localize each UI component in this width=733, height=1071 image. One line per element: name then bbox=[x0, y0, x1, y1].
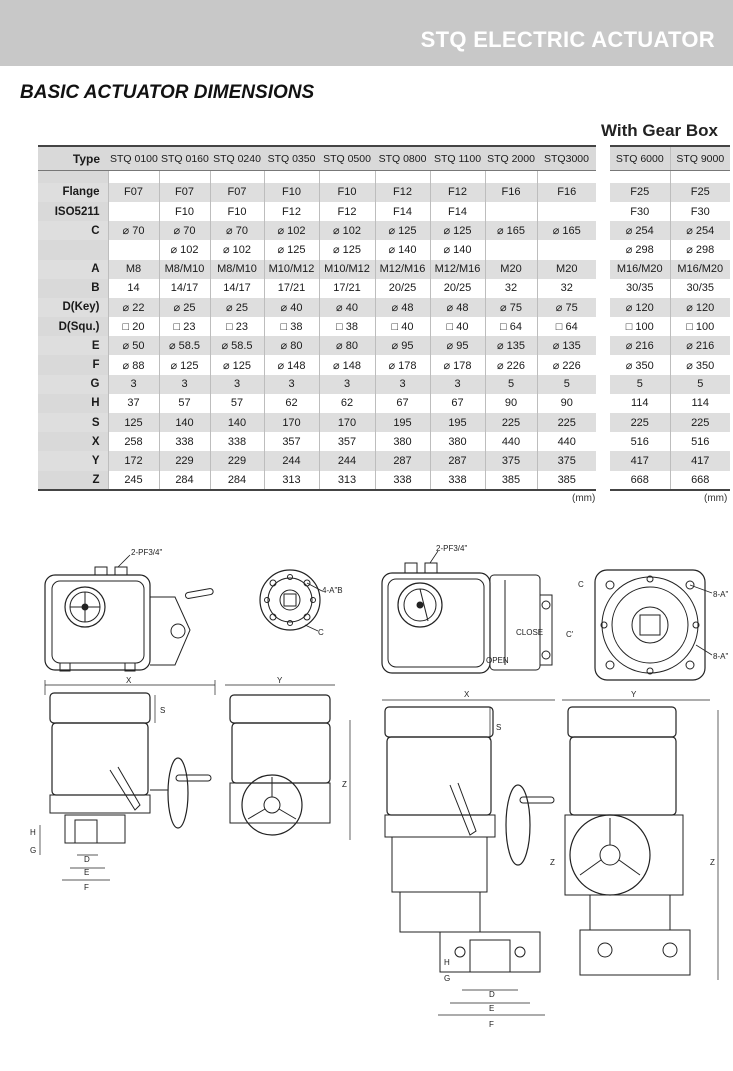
gearbox-table-cell: ⌀ 120 bbox=[610, 298, 670, 317]
table-cell: ⌀ 125 bbox=[375, 221, 430, 240]
row-label: Z bbox=[38, 471, 108, 490]
table-cell: M20 bbox=[485, 260, 537, 279]
gearbox-table-cell: M16/M20 bbox=[670, 260, 730, 279]
table-cell: 229 bbox=[210, 451, 264, 470]
row-label: D(Key) bbox=[38, 298, 108, 317]
c-label: C bbox=[318, 628, 324, 637]
gearbox-flange-view bbox=[595, 570, 712, 680]
table-cell: F12 bbox=[375, 183, 430, 202]
gearbox-table-cell: F30 bbox=[670, 202, 730, 221]
table-row bbox=[38, 432, 596, 451]
row-label: Y bbox=[38, 451, 108, 470]
row-label: D(Squ.) bbox=[38, 317, 108, 336]
table-cell: ⌀ 125 bbox=[430, 221, 485, 240]
table-row bbox=[38, 471, 596, 490]
model-header: STQ3000 bbox=[537, 146, 596, 171]
dim-s2-label: S bbox=[496, 723, 502, 732]
table-cell: M8/M10 bbox=[159, 260, 210, 279]
table-cell: 440 bbox=[485, 432, 537, 451]
table-cell: F12 bbox=[430, 183, 485, 202]
dim-d-label: D bbox=[84, 855, 90, 864]
table-cell: 14/17 bbox=[210, 279, 264, 298]
model-header: STQ 0100 bbox=[108, 146, 159, 171]
table-cell: 245 bbox=[108, 471, 159, 490]
table-cell: 172 bbox=[108, 451, 159, 470]
model-header: STQ 0500 bbox=[319, 146, 375, 171]
gearbox-table-row bbox=[610, 317, 730, 336]
row-label: S bbox=[38, 413, 108, 432]
table-cell: ⌀ 40 bbox=[264, 298, 319, 317]
section-title: BASIC ACTUATOR DIMENSIONS bbox=[20, 82, 315, 103]
table-row bbox=[38, 394, 596, 413]
table-cell: 225 bbox=[537, 413, 596, 432]
table-cell: ⌀ 70 bbox=[159, 221, 210, 240]
table-row bbox=[38, 355, 596, 374]
table-cell: ⌀ 50 bbox=[108, 336, 159, 355]
gearbox-table-cell: 5 bbox=[670, 375, 730, 394]
bolt-label-8a: 8-A" bbox=[713, 590, 729, 599]
gearbox-table-cell: 417 bbox=[670, 451, 730, 470]
dim-e-label: E bbox=[84, 868, 90, 877]
bolt-label: 4-A"B bbox=[322, 586, 343, 595]
table-cell: ⌀ 125 bbox=[264, 240, 319, 259]
table-cell: ⌀ 125 bbox=[319, 240, 375, 259]
table-cell bbox=[537, 202, 596, 221]
table-cell: ⌀ 102 bbox=[159, 240, 210, 259]
table-cell: 313 bbox=[319, 471, 375, 490]
table-cell: F12 bbox=[264, 202, 319, 221]
table-cell: 357 bbox=[264, 432, 319, 451]
table-cell: ⌀ 135 bbox=[537, 336, 596, 355]
gearbox-table-row bbox=[610, 221, 730, 240]
small-actuator-side-view bbox=[225, 685, 350, 840]
table-cell: 284 bbox=[159, 471, 210, 490]
table-cell: F07 bbox=[210, 183, 264, 202]
table-row bbox=[38, 202, 596, 221]
table-cell: 62 bbox=[319, 394, 375, 413]
model-header: STQ 0350 bbox=[264, 146, 319, 171]
table-cell: F14 bbox=[430, 202, 485, 221]
gearbox-table-body bbox=[610, 146, 730, 490]
model-header: STQ 0160 bbox=[159, 146, 210, 171]
table-cell: □ 40 bbox=[375, 317, 430, 336]
gearbox-table-cell: ⌀ 350 bbox=[670, 355, 730, 374]
table-cell: ⌀ 165 bbox=[485, 221, 537, 240]
gearbox-table-cell: 668 bbox=[610, 471, 670, 490]
table-row bbox=[38, 221, 596, 240]
dim-x2-label: X bbox=[464, 690, 470, 699]
table-cell bbox=[108, 240, 159, 259]
table-cell: ⌀ 80 bbox=[264, 336, 319, 355]
table-cell: 229 bbox=[159, 451, 210, 470]
gearbox-table-row bbox=[610, 413, 730, 432]
technical-drawings bbox=[0, 535, 733, 1035]
gearbox-title: With Gear Box bbox=[601, 121, 718, 140]
table-cell bbox=[108, 202, 159, 221]
bolt-label-8b: 8-A" bbox=[713, 652, 729, 661]
small-flange-view bbox=[260, 570, 322, 631]
table-cell: 338 bbox=[430, 471, 485, 490]
gearbox-table-row bbox=[610, 202, 730, 221]
table-cell: □ 64 bbox=[485, 317, 537, 336]
table-cell: ⌀ 102 bbox=[319, 221, 375, 240]
table-cell: ⌀ 140 bbox=[430, 240, 485, 259]
banner-title: STQ ELECTRIC ACTUATOR bbox=[420, 27, 715, 52]
small-actuator-top-view bbox=[45, 555, 214, 671]
table-cell: 3 bbox=[319, 375, 375, 394]
table-cell: 380 bbox=[375, 432, 430, 451]
table-cell: 375 bbox=[537, 451, 596, 470]
table-cell: ⌀ 178 bbox=[375, 355, 430, 374]
table-cell: ⌀ 75 bbox=[485, 298, 537, 317]
table-cell: 195 bbox=[430, 413, 485, 432]
table-cell: 20/25 bbox=[430, 279, 485, 298]
table-cell: □ 23 bbox=[210, 317, 264, 336]
gearbox-table-cell: ⌀ 254 bbox=[670, 221, 730, 240]
row-label: Flange bbox=[38, 183, 108, 202]
gearbox-table-cell: 516 bbox=[630, 435, 649, 448]
model-header: STQ 1100 bbox=[430, 146, 485, 171]
table-cell: 57 bbox=[159, 394, 210, 413]
row-label: X bbox=[38, 432, 108, 451]
gearbox-table-cell: □ 100 bbox=[625, 320, 654, 333]
table-cell: F10 bbox=[319, 183, 375, 202]
type-header: Type bbox=[38, 146, 108, 171]
table-cell: M12/M16 bbox=[430, 260, 485, 279]
gearbox-table-row bbox=[610, 336, 730, 355]
conduit-label-2: 2-PF3/4" bbox=[436, 544, 468, 553]
gearbox-table-row bbox=[610, 183, 730, 202]
dim-h-label: H bbox=[30, 828, 36, 837]
table-cell: F07 bbox=[108, 183, 159, 202]
table-cell: ⌀ 58.5 bbox=[159, 336, 210, 355]
table-cell: 170 bbox=[319, 413, 375, 432]
table-cell: 5 bbox=[537, 375, 596, 394]
table-cell: M20 bbox=[537, 260, 596, 279]
table-cell: 3 bbox=[264, 375, 319, 394]
table-cell: 17/21 bbox=[319, 279, 375, 298]
gearbox-table-cell: F30 bbox=[630, 205, 650, 218]
table-row bbox=[38, 240, 596, 259]
gearbox-table-cell: 516 bbox=[670, 432, 730, 451]
gearbox-table-cell: ⌀ 120 bbox=[670, 298, 730, 317]
table-cell: ⌀ 102 bbox=[264, 221, 319, 240]
c-label-3: C' bbox=[566, 630, 574, 639]
dim-d2-label: D bbox=[489, 990, 495, 999]
table-cell: □ 64 bbox=[537, 317, 596, 336]
table-cell: M8/M10 bbox=[210, 260, 264, 279]
table-cell: 313 bbox=[264, 471, 319, 490]
row-label: ISO5211 bbox=[38, 202, 108, 221]
table-cell: 125 bbox=[108, 413, 159, 432]
table-cell: 32 bbox=[537, 279, 596, 298]
table-cell: 385 bbox=[485, 471, 537, 490]
dim-x-label: X bbox=[126, 676, 132, 685]
row-label: H bbox=[38, 394, 108, 413]
gearbox-model-header: STQ 9000 bbox=[670, 146, 730, 171]
table-cell: □ 38 bbox=[319, 317, 375, 336]
table-cell: 375 bbox=[485, 451, 537, 470]
table-cell: ⌀ 40 bbox=[319, 298, 375, 317]
gearbox-table-cell: ⌀ 298 bbox=[670, 240, 730, 259]
table-cell: ⌀ 226 bbox=[485, 355, 537, 374]
dim-f2-label: F bbox=[489, 1020, 494, 1029]
table-cell: ⌀ 70 bbox=[108, 221, 159, 240]
gearbox-table-row bbox=[610, 240, 730, 259]
table-cell: 17/21 bbox=[264, 279, 319, 298]
conduit-label: 2-PF3/4" bbox=[131, 548, 163, 557]
table-header-row bbox=[38, 146, 596, 171]
table-cell: F10 bbox=[264, 183, 319, 202]
table-cell: ⌀ 48 bbox=[375, 298, 430, 317]
table-row bbox=[38, 317, 596, 336]
row-label: E bbox=[38, 336, 108, 355]
table-cell: ⌀ 135 bbox=[485, 336, 537, 355]
model-header: STQ 0240 bbox=[210, 146, 264, 171]
table-cell: 3 bbox=[108, 375, 159, 394]
gearbox-table-row bbox=[610, 279, 730, 298]
dim-g2-label: G bbox=[444, 974, 451, 983]
table-cell: □ 38 bbox=[264, 317, 319, 336]
table-cell: 32 bbox=[485, 279, 537, 298]
gearbox-table-cell: 668 bbox=[670, 471, 730, 490]
gearbox-table-cell: 114 bbox=[670, 394, 730, 413]
dim-h2-label: H bbox=[444, 958, 450, 967]
gearbox-table-cell: ⌀ 216 bbox=[610, 336, 670, 355]
dim-z-label: Z bbox=[342, 780, 347, 789]
dim-g-label: G bbox=[30, 846, 37, 855]
gearbox-actuator-top-view bbox=[382, 551, 552, 673]
table-cell bbox=[537, 240, 596, 259]
gearbox-unit-label: (mm) bbox=[704, 493, 728, 504]
table-cell: 440 bbox=[537, 432, 596, 451]
gearbox-model-header: STQ 6000 bbox=[610, 146, 670, 171]
table-cell: 338 bbox=[159, 432, 210, 451]
row-label: B bbox=[38, 279, 108, 298]
table-cell: 3 bbox=[430, 375, 485, 394]
table-cell: M10/M12 bbox=[319, 260, 375, 279]
table-cell: F07 bbox=[159, 183, 210, 202]
gearbox-table-row bbox=[610, 471, 730, 490]
gearbox-table-cell: 114 bbox=[630, 397, 649, 410]
dimensions-table-body bbox=[38, 146, 596, 490]
unit-label: (mm) bbox=[572, 493, 596, 504]
gearbox-table-cell: M16/M20 bbox=[610, 260, 670, 279]
table-cell: 338 bbox=[375, 471, 430, 490]
table-cell: ⌀ 148 bbox=[319, 355, 375, 374]
c-label-2: C bbox=[578, 580, 584, 589]
table-cell: 258 bbox=[108, 432, 159, 451]
table-row bbox=[38, 413, 596, 432]
gearbox-table-cell: F25 bbox=[610, 183, 670, 202]
table-row bbox=[38, 183, 596, 202]
dimensions-table bbox=[38, 145, 596, 491]
table-cell: 338 bbox=[210, 432, 264, 451]
table-cell: 67 bbox=[375, 394, 430, 413]
gearbox-table-cell: ⌀ 254 bbox=[610, 221, 670, 240]
table-cell: 37 bbox=[108, 394, 159, 413]
table-cell: □ 40 bbox=[430, 317, 485, 336]
table-cell: ⌀ 95 bbox=[375, 336, 430, 355]
row-label bbox=[38, 240, 108, 259]
gearbox-table-cell: 225 bbox=[610, 413, 670, 432]
table-cell: ⌀ 70 bbox=[210, 221, 264, 240]
table-cell: ⌀ 102 bbox=[210, 240, 264, 259]
dim-f-label: F bbox=[84, 883, 89, 892]
gearbox-table-row bbox=[610, 355, 730, 374]
table-cell: F10 bbox=[159, 202, 210, 221]
gearbox-table bbox=[610, 145, 730, 491]
table-cell: 3 bbox=[210, 375, 264, 394]
table-cell: ⌀ 22 bbox=[108, 298, 159, 317]
table-cell: 20/25 bbox=[375, 279, 430, 298]
gearbox-table-cell: 417 bbox=[610, 451, 670, 470]
model-header: STQ 2000 bbox=[485, 146, 537, 171]
table-cell: ⌀ 48 bbox=[430, 298, 485, 317]
table-cell: M10/M12 bbox=[264, 260, 319, 279]
table-cell: M8 bbox=[108, 260, 159, 279]
gearbox-table-cell: 225 bbox=[670, 413, 730, 432]
table-cell: ⌀ 58.5 bbox=[210, 336, 264, 355]
dim-e2-label: E bbox=[489, 1004, 495, 1013]
table-cell: □ 23 bbox=[159, 317, 210, 336]
table-cell: 3 bbox=[159, 375, 210, 394]
table-cell: 62 bbox=[264, 394, 319, 413]
gearbox-table-cell: 30/35 bbox=[670, 279, 730, 298]
table-row bbox=[38, 451, 596, 470]
table-row bbox=[38, 260, 596, 279]
table-row bbox=[38, 336, 596, 355]
table-cell: 140 bbox=[159, 413, 210, 432]
table-cell bbox=[485, 202, 537, 221]
table-cell: ⌀ 125 bbox=[159, 355, 210, 374]
table-cell: 287 bbox=[430, 451, 485, 470]
table-cell: ⌀ 95 bbox=[430, 336, 485, 355]
table-row bbox=[38, 298, 596, 317]
table-cell: ⌀ 25 bbox=[159, 298, 210, 317]
gearbox-table-row bbox=[610, 394, 730, 413]
gearbox-table-row bbox=[610, 451, 730, 470]
table-cell: ⌀ 125 bbox=[210, 355, 264, 374]
table-cell: ⌀ 165 bbox=[537, 221, 596, 240]
open-label: OPEN bbox=[486, 656, 509, 665]
table-cell: 357 bbox=[319, 432, 375, 451]
row-label: G bbox=[38, 375, 108, 394]
gearbox-table-row bbox=[610, 298, 730, 317]
row-label: F bbox=[38, 355, 108, 374]
table-cell: 14 bbox=[108, 279, 159, 298]
table-cell: ⌀ 178 bbox=[430, 355, 485, 374]
table-cell: □ 20 bbox=[108, 317, 159, 336]
gearbox-table-cell: 5 bbox=[610, 375, 670, 394]
table-cell: 380 bbox=[430, 432, 485, 451]
table-cell: F14 bbox=[375, 202, 430, 221]
table-cell: ⌀ 25 bbox=[210, 298, 264, 317]
table-cell: ⌀ 80 bbox=[319, 336, 375, 355]
table-cell: 225 bbox=[485, 413, 537, 432]
table-cell bbox=[485, 240, 537, 259]
gearbox-table-cell: F25 bbox=[670, 183, 730, 202]
table-cell: 244 bbox=[319, 451, 375, 470]
gearbox-table-cell: 30/35 bbox=[625, 282, 654, 295]
table-cell: 90 bbox=[537, 394, 596, 413]
gearbox-actuator-side-view bbox=[562, 700, 718, 980]
small-actuator-front-view bbox=[40, 680, 215, 880]
table-cell: 170 bbox=[264, 413, 319, 432]
dim-y-label: Y bbox=[277, 676, 283, 685]
table-cell: ⌀ 88 bbox=[108, 355, 159, 374]
dim-y2-label: Y bbox=[631, 690, 637, 699]
gearbox-table-row bbox=[610, 375, 730, 394]
table-cell: 14/17 bbox=[159, 279, 210, 298]
table-cell: 67 bbox=[430, 394, 485, 413]
table-row bbox=[38, 279, 596, 298]
table-row bbox=[38, 375, 596, 394]
table-cell: 195 bbox=[375, 413, 430, 432]
table-cell: 90 bbox=[485, 394, 537, 413]
table-cell: F12 bbox=[319, 202, 375, 221]
table-cell: 5 bbox=[485, 375, 537, 394]
table-cell: 287 bbox=[375, 451, 430, 470]
table-cell: F10 bbox=[210, 202, 264, 221]
dim-z2-label: Z bbox=[550, 858, 555, 867]
dim-z3-label: Z bbox=[710, 858, 715, 867]
dim-s-label: S bbox=[160, 706, 166, 715]
gearbox-table-cell: ⌀ 298 bbox=[625, 244, 654, 257]
gearbox-table-row bbox=[610, 432, 730, 451]
close-label: CLOSE bbox=[516, 628, 544, 637]
table-cell: 57 bbox=[210, 394, 264, 413]
table-cell: ⌀ 140 bbox=[375, 240, 430, 259]
gearbox-table-row bbox=[610, 260, 730, 279]
header-banner bbox=[0, 0, 733, 66]
table-cell: ⌀ 226 bbox=[537, 355, 596, 374]
row-label: A bbox=[38, 260, 108, 279]
gearbox-actuator-front-view bbox=[382, 700, 555, 1015]
table-cell: 244 bbox=[264, 451, 319, 470]
model-header: STQ 0800 bbox=[375, 146, 430, 171]
table-cell: 3 bbox=[375, 375, 430, 394]
table-cell: 140 bbox=[210, 413, 264, 432]
table-cell: ⌀ 148 bbox=[264, 355, 319, 374]
row-label: C bbox=[38, 221, 108, 240]
table-cell: 385 bbox=[537, 471, 596, 490]
table-cell: F16 bbox=[485, 183, 537, 202]
gearbox-table-cell: ⌀ 350 bbox=[625, 359, 654, 372]
gearbox-table-cell: □ 100 bbox=[670, 317, 730, 336]
table-cell: 284 bbox=[210, 471, 264, 490]
table-cell: F16 bbox=[537, 183, 596, 202]
gearbox-header-row bbox=[610, 146, 730, 171]
table-cell: ⌀ 75 bbox=[537, 298, 596, 317]
table-cell: M12/M16 bbox=[375, 260, 430, 279]
gearbox-table-cell: ⌀ 216 bbox=[670, 336, 730, 355]
